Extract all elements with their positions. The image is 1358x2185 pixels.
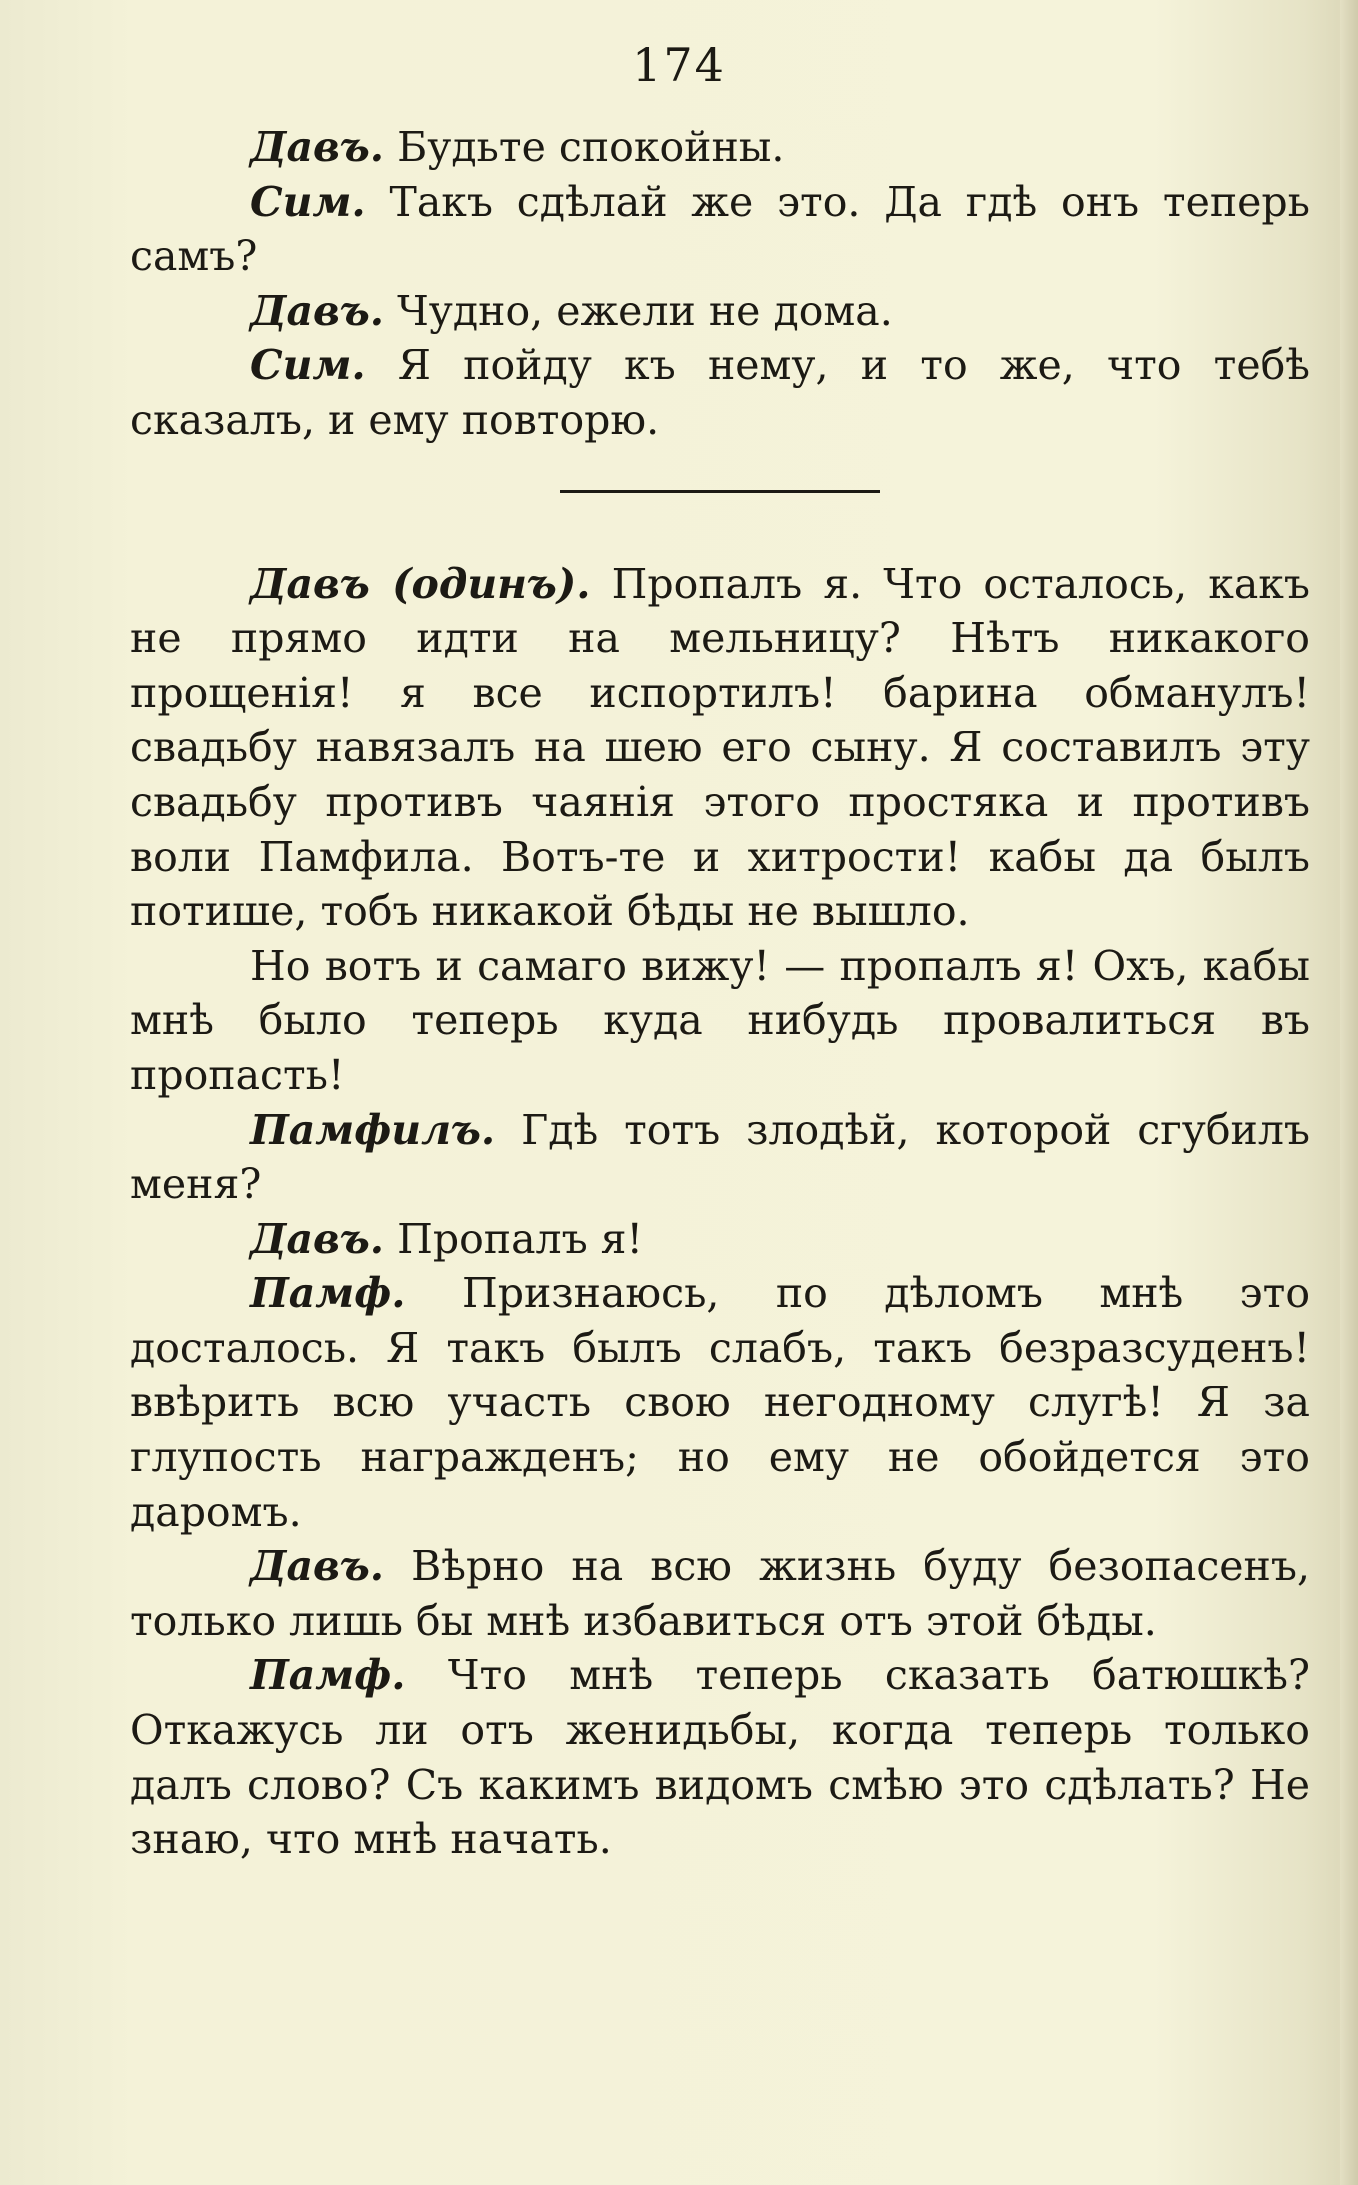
dialogue-line bbox=[130, 1103, 1310, 1212]
speaker-name: Сим. bbox=[250, 177, 366, 226]
dialogue-line bbox=[130, 1212, 1310, 1267]
dialogue-line bbox=[130, 284, 1310, 339]
speaker-name: Давъ. bbox=[250, 286, 385, 335]
line-text: Чудно, ежели не дома. bbox=[384, 286, 893, 335]
monologue bbox=[130, 557, 1310, 939]
line-text: Признаюсь, по дѣломъ мнѣ это досталось. Я такъ былъ слабъ, такъ безразсуденъ! ввѣрить всю участь свою негодному слугѣ! Я за глупость награжденъ; но ему не обойдется это даромъ. bbox=[130, 1269, 1310, 1536]
page-edge bbox=[1340, 0, 1358, 2185]
monologue-continuation: Но вотъ и самаго вижу! — пропалъ я! Охъ, кабы мнѣ было теперь куда нибудь провалиться въ пропасть! bbox=[130, 941, 1310, 1099]
speaker-name: Сим. bbox=[250, 341, 366, 390]
speaker-name: Памф. bbox=[250, 1651, 406, 1700]
speaker-name: Давъ. bbox=[250, 1214, 385, 1263]
speaker-name: Давъ. bbox=[250, 1542, 385, 1591]
line-text: Я пойду къ нему, и то же, что тебѣ сказалъ, и ему повторю. bbox=[130, 341, 1310, 444]
dialogue-line bbox=[130, 120, 1310, 175]
speaker-name: Давъ (одинъ). bbox=[250, 559, 591, 608]
monologue-text: Пропалъ я. Что осталось, какъ не прямо идти на мельницу? Нѣтъ никакого прощенія! я все испортилъ! барина обманулъ! свадьбу навязалъ на шею его сыну. Я составилъ эту свадьбу противъ чаянія этого простяка и противъ воли Памфила. Вотъ-те и хитрости! кабы да былъ потише, тобъ никакой бѣды не вышло. bbox=[130, 559, 1311, 936]
page-text bbox=[130, 120, 1310, 1867]
dialogue-line bbox=[130, 1539, 1310, 1648]
line-text: Что мнѣ теперь сказать батюшкѣ? Откажусь ли отъ женидьбы, когда теперь только далъ слово? Съ какимъ видомъ смѣю это сдѣлать? Не знаю, что мнѣ начать. bbox=[130, 1651, 1310, 1864]
line-text: Будьте спокойны. bbox=[384, 123, 785, 171]
line-text: Гдѣ тотъ злодѣй, которой сгубилъ меня? bbox=[130, 1105, 1310, 1209]
dialogue-line bbox=[130, 175, 1310, 284]
line-text: Такъ сдѣлай же это. Да гдѣ онъ теперь самъ? bbox=[130, 177, 1310, 281]
dialogue-line bbox=[130, 1266, 1310, 1539]
page-number: 174 bbox=[632, 38, 726, 92]
dialogue-line bbox=[130, 338, 1310, 447]
section-divider bbox=[560, 490, 880, 493]
speaker-name: Памфилъ. bbox=[250, 1105, 496, 1154]
speaker-name: Памф. bbox=[250, 1269, 406, 1318]
spacer bbox=[130, 529, 1310, 557]
speaker-name: Давъ. bbox=[250, 123, 385, 171]
line-text: Пропалъ я! bbox=[384, 1214, 644, 1263]
dialogue-line bbox=[130, 1648, 1310, 1866]
line-text: Вѣрно на всю жизнь буду безопасенъ, только лишь бы мнѣ избавиться отъ этой бѣды. bbox=[130, 1542, 1310, 1645]
